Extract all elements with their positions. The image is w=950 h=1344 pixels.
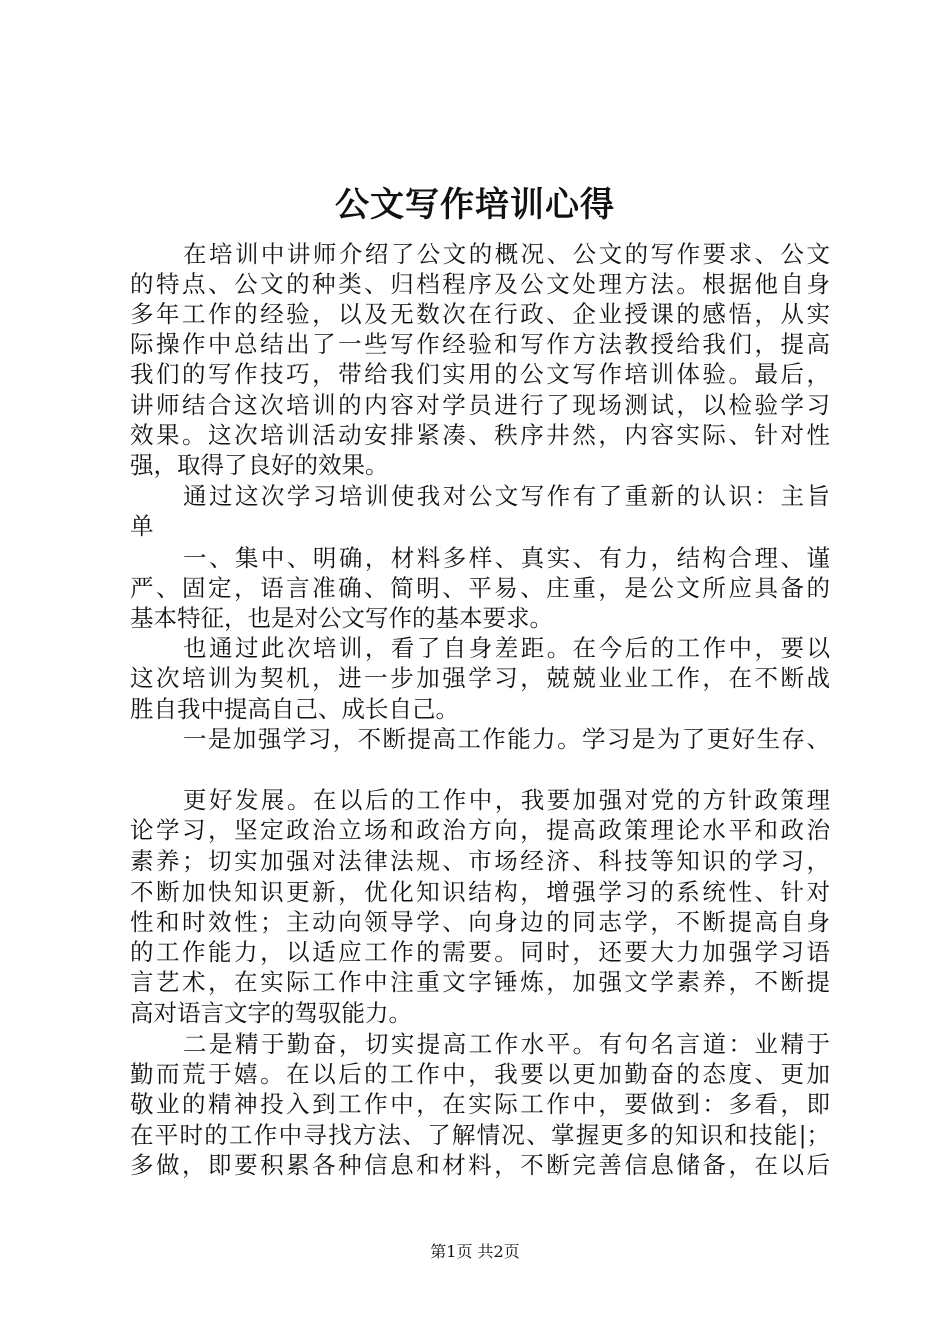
text-line: 单 xyxy=(130,512,154,540)
text-line: 我们的写作技巧，带给我们实用的公文写作培训体验。最后， xyxy=(130,360,830,388)
text-line: 言艺术，在实际工作中注重文字锤炼，加强文学素养，不断提 xyxy=(130,968,830,996)
page-title: 公文写作培训心得 xyxy=(335,185,615,225)
text-line: 勤而荒于嬉。在以后的工作中，我要以更加勤奋的态度、更加 xyxy=(130,1060,830,1088)
text-line: 一是加强学习，不断提高工作能力。学习是为了更好生存、 xyxy=(183,725,830,753)
text-line: 素养；切实加强对法律法规、市场经济、科技等知识的学习， xyxy=(130,847,830,875)
text-line: 基本特征，也是对公文写作的基本要求。 xyxy=(130,604,553,632)
text-line: 在培训中讲师介绍了公文的概况、公文的写作要求、公文 xyxy=(183,240,830,268)
text-line: 二是精于勤奋，切实提高工作水平。有句名言道：业精于 xyxy=(183,1030,830,1058)
text-line: 性和时效性；主动向领导学、向身边的同志学，不断提高自身 xyxy=(130,908,830,936)
text-line: 的特点、公文的种类、归档程序及公文处理方法。根据他自身 xyxy=(130,270,830,298)
text-line: 效果。这次培训活动安排紧凑、秩序井然，内容实际、针对性 xyxy=(130,421,830,449)
text-line: 胜自我中提高自己、成长自己。 xyxy=(130,695,459,723)
text-line: 高对语言文字的驾驭能力。 xyxy=(130,999,412,1027)
text-line: 多年工作的经验，以及无数次在行政、企业授课的感悟，从实 xyxy=(130,300,830,328)
text-line: 这次培训为契机，进一步加强学习，兢兢业业工作，在不断战 xyxy=(130,664,830,692)
text-line: 一、集中、明确，材料多样、真实、有力，结构合理、谨 xyxy=(183,544,830,572)
text-line: 在平时的工作中寻找方法、了解情况、掌握更多的知识和技能|； xyxy=(130,1121,830,1149)
text-line: 论学习，坚定政治立场和政治方向，提高政策理论水平和政治 xyxy=(130,816,830,844)
text-line: 严、固定，语言准确、简明、平易、庄重，是公文所应具备的 xyxy=(130,574,830,602)
text-line: 强，取得了良好的效果。 xyxy=(130,451,389,479)
page-number-footer: 第1页 共2页 xyxy=(430,1242,520,1261)
text-line: 多做，即要积累各种信息和材料，不断完善信息储备，在以后 xyxy=(130,1151,830,1179)
text-line: 通过这次学习培训使我对公文写作有了重新的认识：主旨 xyxy=(183,482,830,510)
text-line: 的工作能力，以适应工作的需要。同时，还要大力加强学习语 xyxy=(130,938,830,966)
text-line: 敬业的精神投入到工作中，在实际工作中，要做到：多看，即 xyxy=(130,1090,830,1118)
text-line: 际操作中总结出了一些写作经验和写作方法教授给我们，提高 xyxy=(130,330,830,358)
text-line: 也通过此次培训，看了自身差距。在今后的工作中，要以 xyxy=(183,634,830,662)
text-line: 更好发展。在以后的工作中，我要加强对党的方针政策理 xyxy=(183,786,830,814)
text-line: 讲师结合这次培训的内容对学员进行了现场测试，以检验学习 xyxy=(130,391,830,419)
text-line: 不断加快知识更新，优化知识结构，增强学习的系统性、针对 xyxy=(130,878,830,906)
